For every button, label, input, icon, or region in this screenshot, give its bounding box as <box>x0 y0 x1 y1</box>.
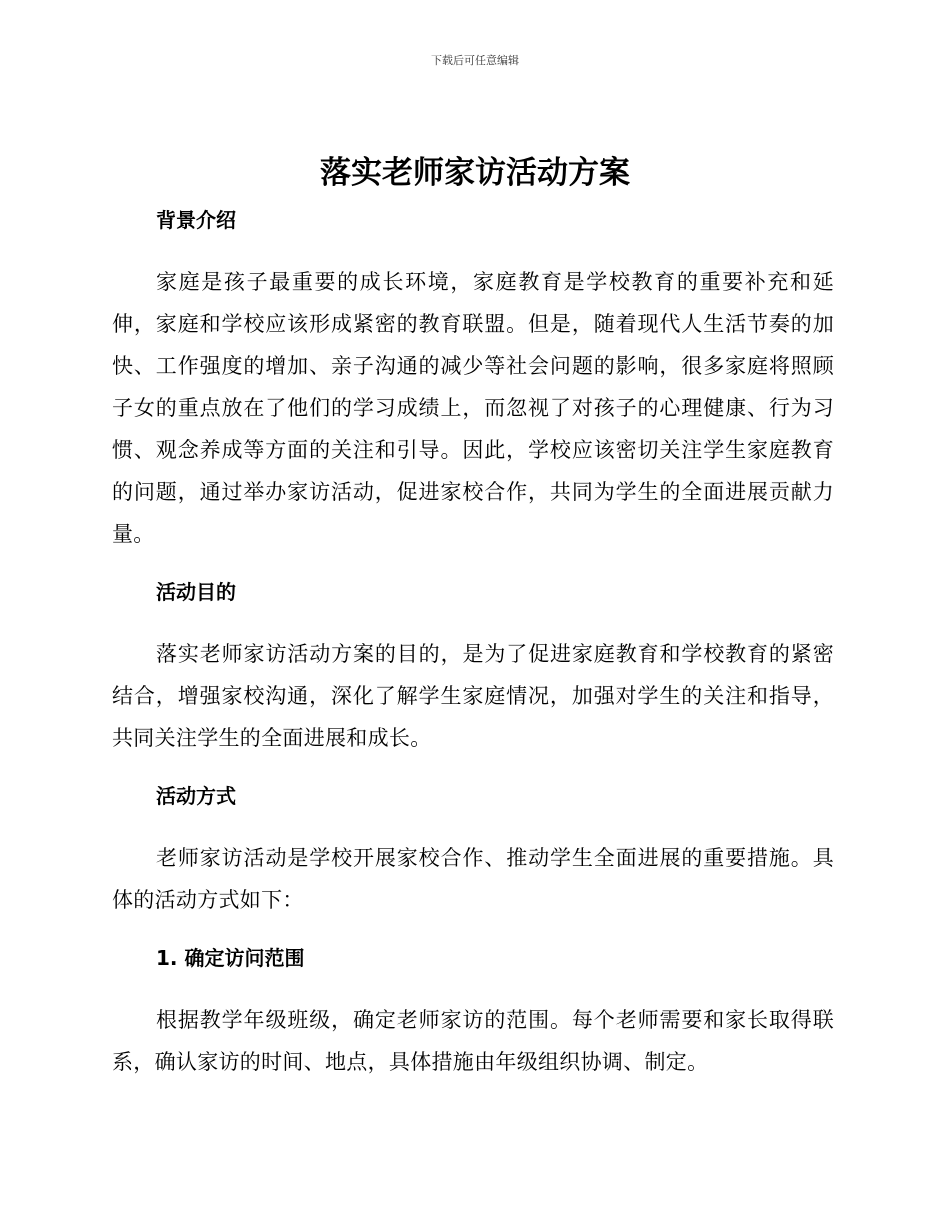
document-body <box>112 205 834 1083</box>
header-note: 下载后可任意编辑 <box>431 54 519 67</box>
section-paragraph-method: 老师家访活动是学校开展家校合作、推动学生全面进展的重要措施。具体的活动方式如下： <box>112 846 834 912</box>
section-heading-purpose: 活动目的 <box>156 580 236 604</box>
section-heading-scope: 1. 确定访问范围 <box>156 946 305 970</box>
section-paragraph-background: 家庭是孩子最重要的成长环境，家庭教育是学校教育的重要补充和延伸，家庭和学校应该形成紧密的教育联盟。但是，随着现代人生活节奏的加快、工作强度的增加、亲子沟通的减少等社会问题的影响，很多家庭将照顾子女的重点放在了他们的学习成绩上，而忽视了对孩子的心理健康、行为习惯、观念养成等方面的关注和引导。因此，学校应该密切关注学生家庭教育的问题，通过举办家访活动，促进家校合作，共同为学生的全面进展贡献力量。 <box>112 270 834 546</box>
document-title: 落实老师家访活动方案 <box>320 155 630 191</box>
section-heading-method: 活动方式 <box>156 784 236 808</box>
section-paragraph-scope: 根据教学年级班级，确定老师家访的范围。每个老师需要和家长取得联系，确认家访的时间、地点，具体措施由年级组织协调、制定。 <box>112 1008 834 1074</box>
section-paragraph-purpose: 落实老师家访活动方案的目的，是为了促进家庭教育和学校教育的紧密结合，增强家校沟通，深化了解学生家庭情况，加强对学生的关注和指导，共同关注学生的全面进展和成长。 <box>112 642 834 750</box>
section-heading-background: 背景介绍 <box>156 208 236 232</box>
